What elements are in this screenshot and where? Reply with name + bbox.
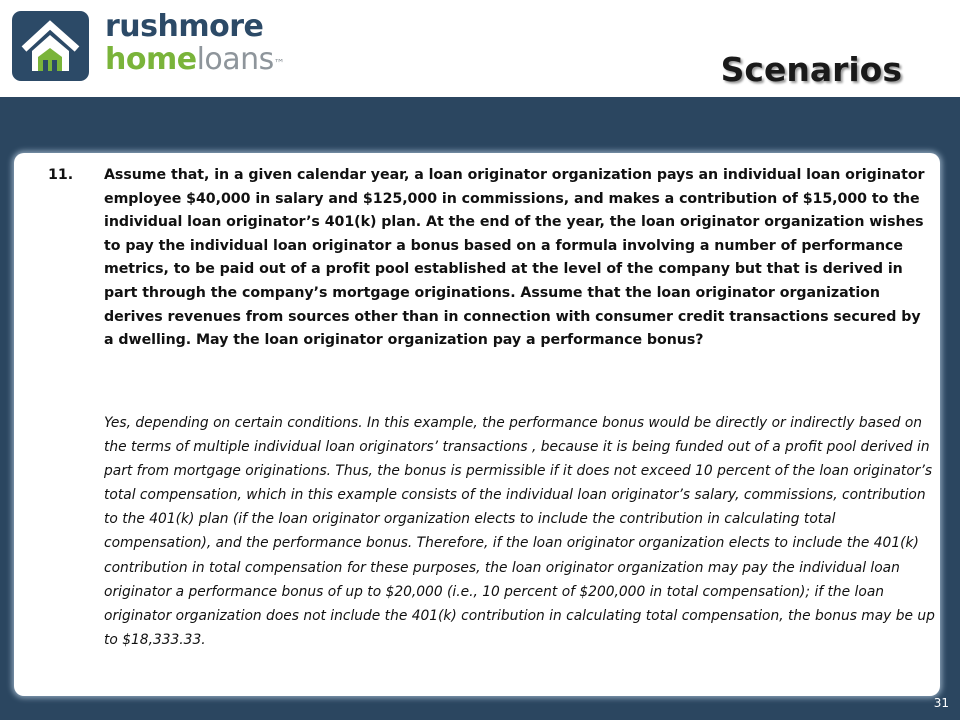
page-title: Scenarios [720, 50, 902, 89]
page-number: 31 [933, 696, 949, 710]
house-roof-logo-icon [12, 11, 89, 81]
trademark-symbol: ™ [273, 57, 285, 70]
answer-text: Yes, depending on certain conditions. In this example, the performance bonus would be directly or indirectly based on the terms of multiple individual loan originators’ transactions , because it is being funded out of a profit pool derived in part from mortgage originations. Thus, the bonus is permissible if it does not exceed 10 percent of the loan originator’s total compensation, which in this example consists of the individual loan originator’s salary, commissions, contribution to the 401(k) plan (if the loan originator organization elects to include the contribution in calculating total compensation), and the performance bonus. Therefore, if the loan originator organization elects to include the 401(k) contribution in total compensation for these purposes, the loan originator organization may pay the individual loan originator a performance bonus of up to $20,000 (i.e., 10 percent of $200,000 in total compensation); if the loan originator organization does not include the 401(k) contribution in calculating total compensation, the bonus may be up to $18,333.33. [104, 415, 935, 648]
brand-loans-text: loans [196, 42, 274, 77]
question-number: 11. [48, 167, 74, 183]
brand-home-text: home [105, 42, 197, 77]
question-block [48, 164, 932, 353]
brand-name-line2 [105, 44, 284, 76]
brand-name-line1: rushmore [105, 9, 264, 44]
question-text: Assume that, in a given calendar year, a loan originator organization pays an individual loan originator employee $40,000 in salary and $125,000 in commissions, and makes a contribution of $15,000 to the individual loan originator’s 401(k) plan. At the end of the year, the loan originator organization wishes to pay the individual loan originator a bonus based on a formula involving a number of performance metrics, to be paid out of a profit pool established at the level of the company but that is derived in part through the company’s mortgage originations. Assume that the loan originator organization derives revenues from sources other than in connection with consumer credit transactions secured by a dwelling. May the loan originator organization pay a performance bonus? [104, 167, 925, 349]
header [0, 0, 960, 97]
